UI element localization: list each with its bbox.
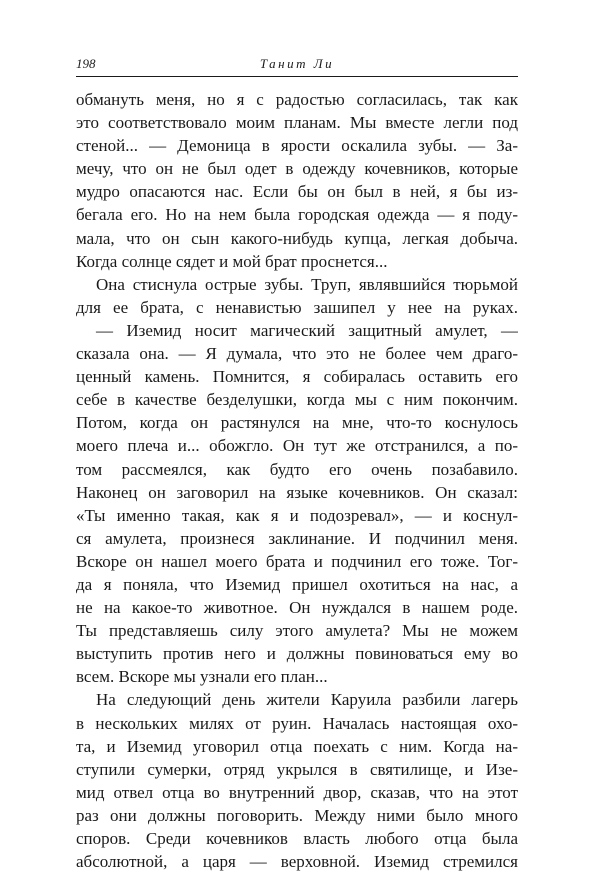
text-line: ценный камень. Помнится, я собиралась оставить его xyxy=(76,367,518,387)
text-line: раз они должны поговорить. Между ними было много xyxy=(76,805,518,825)
running-head xyxy=(76,56,518,78)
text-line: споров. Среди кочевников власть любого отца была xyxy=(76,829,518,848)
text-line: та, и Иземид уговорил отца поехать с ним. Когда на- xyxy=(76,736,518,756)
text-line: мечу, что он не был одет в одежду кочевников, которые xyxy=(76,159,518,179)
text-line: выступить против него и должны повиноваться ему во xyxy=(76,644,518,664)
page-number: 198 xyxy=(76,56,96,71)
text-line: это соответствовало моим планам. Мы вместе легли под xyxy=(76,113,518,133)
body-text xyxy=(76,88,518,873)
text-line: обмануть меня, но я с радостью согласилась, так как xyxy=(76,90,518,109)
header-rule xyxy=(76,76,518,77)
text-line: Она стиснула острые зубы. Труп, являвшийся тюрьмой xyxy=(96,274,518,294)
text-line: не на какое-то животное. Он нуждался в нашем роде. xyxy=(76,598,518,618)
text-line: бегала его. Но на нем была городская одежда — я поду- xyxy=(76,205,518,225)
text-line: сказала она. — Я думала, что это не более чем драго- xyxy=(76,344,518,364)
text-line: да я поняла, что Иземид пришел охотиться на нас, а xyxy=(76,574,518,594)
text-line: для ее брата, с ненавистью зашипел у нее на руках. xyxy=(76,297,518,317)
text-line: мудро опасаются нас. Если бы он был в ней, я бы из- xyxy=(76,182,518,202)
text-line: мала, что он сын какого-нибудь купца, легкая добыча. xyxy=(76,228,518,248)
text-line: На следующий день жители Каруила разбили лагерь xyxy=(96,690,518,710)
text-line: ся амулета, произнеся заклинание. И подчинил меня. xyxy=(76,528,518,548)
text-line: абсолютной, а царя — верховной. Иземид стремился xyxy=(76,852,518,872)
text-line: мид отвел отца во внутренний двор, сказав, что на этот xyxy=(76,782,518,802)
text-line: всем. Вскоре мы узнали его план... xyxy=(76,667,328,687)
text-line: Когда солнце сядет и мой брат проснется... xyxy=(76,251,388,271)
text-line: — Иземид носит магический защитный амулет, — xyxy=(96,320,518,340)
text-line: себе в качестве безделушки, когда мы с ним покончим. xyxy=(76,390,518,410)
text-line: стеной... — Демоница в ярости оскалила зубы. — За- xyxy=(76,136,518,156)
text-line: «Ты именно такая, как я и подозревал», — и коснул- xyxy=(76,505,518,525)
text-line: том рассмеялся, как будто его очень позабавило. xyxy=(76,459,518,479)
text-line: моего плеча и... обожгло. Он тут же отстранился, а по- xyxy=(76,436,518,456)
text-line: Вскоре он нашел моего брата и подчинил его тоже. Тог- xyxy=(76,551,518,571)
text-line: Ты представляешь силу этого амулета? Мы не можем xyxy=(76,621,518,641)
text-line: Потом, когда он растянулся на мне, что-то коснулось xyxy=(76,413,518,433)
text-line: ступили сумерки, отряд укрылся в святилище, и Изе- xyxy=(76,759,518,779)
text-line: Наконец он заговорил на языке кочевников. Он сказал: xyxy=(76,482,518,502)
text-line: в нескольких милях от руин. Началась настоящая охо- xyxy=(76,713,518,733)
running-head-author: Танит Ли xyxy=(259,56,335,71)
